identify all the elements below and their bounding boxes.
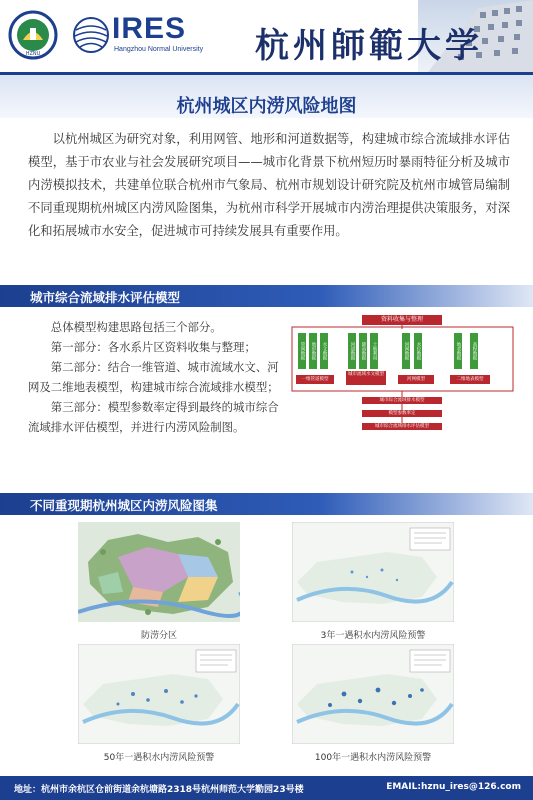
flow-model-box: 城市流域水文模型	[346, 371, 386, 385]
flow-step-box: 模型参数率定	[362, 410, 442, 417]
map-caption: 3年一遇积水内涝风险预警	[320, 631, 426, 641]
section-heading-model-text: 城市综合流域排水评估模型	[30, 290, 181, 305]
flow-input-box: 河道数据	[348, 333, 356, 369]
flow-step-box: 城市综合流域排水评估模型	[362, 423, 442, 430]
footer-address: 地址：杭州市余杭区仓前街道余杭塘路2318号杭州师范大学勤园23号楼	[14, 785, 304, 795]
section-heading-maps	[0, 493, 533, 515]
flood-map-50-year-image	[78, 644, 240, 744]
flow-input-box: 地表数据	[454, 333, 462, 369]
model-paragraph: 总体模型构建思路包括三个部分。	[50, 320, 222, 334]
page-title: 杭州城区内涝风险地图	[176, 96, 357, 117]
flow-model-box: 河网模型	[398, 375, 434, 384]
model-paragraph: 第三部分：模型参数率定得到最终的城市综合流域排水评估模型，并进行内涝风险制图。	[28, 400, 279, 434]
map-caption: 50年一遇积水内涝风险预警	[103, 753, 215, 763]
flood-map-100-year-image	[292, 644, 454, 744]
flow-input-box: 河网数据	[402, 333, 410, 369]
globe-icon	[72, 12, 110, 58]
section-heading-maps-text: 不同重现期杭州城区内涝风险图集	[30, 498, 218, 513]
flow-input-box: 高程数据	[470, 333, 478, 369]
flow-model-box: 一维管道模型	[296, 375, 334, 384]
ires-logo-text: IRES	[112, 12, 187, 45]
svg-text:HZNU: HZNU	[25, 51, 41, 57]
header	[0, 0, 533, 72]
model-paragraph: 第一部分：各水系片区资料收集与整理；	[50, 340, 256, 354]
flow-input-box: 管网数据	[298, 333, 306, 369]
ires-logo	[72, 12, 222, 60]
flood-map-3-year-image	[292, 522, 454, 622]
footer	[0, 776, 533, 800]
model-flowchart	[290, 315, 515, 455]
section-heading-model	[0, 285, 533, 307]
university-name: 杭州師範大学	[255, 26, 483, 66]
zoning-map-image	[78, 522, 240, 622]
flow-input-box: 降雨数据	[359, 333, 367, 369]
flow-input-box: 地形数据	[309, 333, 317, 369]
university-seal-icon	[8, 10, 58, 60]
intro-paragraph: 以杭州城区为研究对象，利用网管、地形和河道数据等，构建城市综合流域排水评估模型，基于市农业与社会发展研究项目——城市化背景下杭州短历时暴雨特征分析及城市内涝模拟技术，共建单位联合杭州市气象局、杭州市规划设计研究院及杭州市城管局编制不同重现期杭州城区内涝风险图集，为杭州市科学开展城市内涝治理提供决策服务，对深化和拓展城市水安全，促进城市可持续发展具有重要作用。	[28, 132, 510, 238]
ires-logo-subtitle: Hangzhou Normal University	[114, 46, 204, 53]
model-paragraph: 第二部分：结合一维管道、城市流域水文、河网及二维地表模型，构建城市综合流域排水模型；	[28, 360, 279, 394]
map-caption: 100年一遇积水内涝风险预警	[314, 753, 432, 763]
footer-email: EMAIL:hznu_ires@126.com	[386, 782, 521, 792]
map-caption: 防涝分区	[140, 631, 177, 641]
flow-top-box: 资料收集与整理	[362, 315, 442, 325]
model-description	[28, 317, 283, 437]
flow-input-box: 水文数据	[320, 333, 328, 369]
flow-step-box: 城市综合流域排水模型	[362, 397, 442, 404]
flow-input-box: 土地利用	[370, 333, 378, 369]
flow-input-box: 水位数据	[414, 333, 422, 369]
flow-model-box: 二维地表模型	[450, 375, 490, 384]
